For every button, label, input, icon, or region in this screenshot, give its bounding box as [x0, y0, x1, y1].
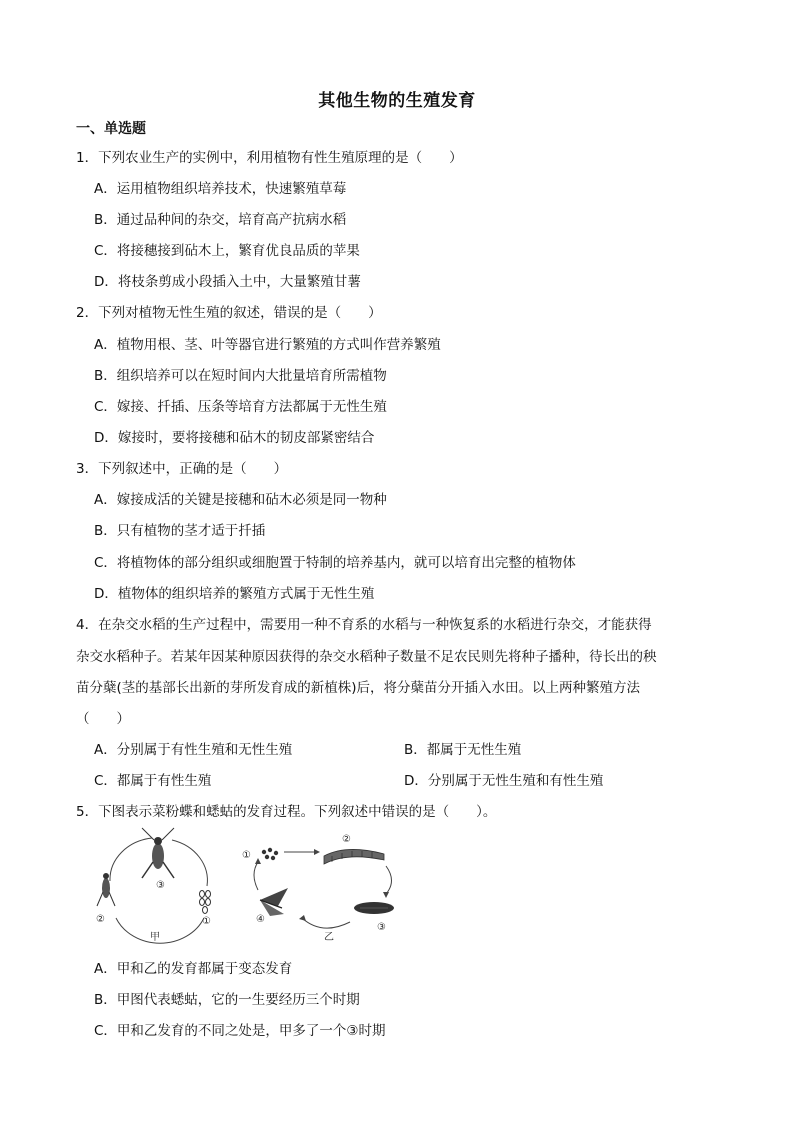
question-1-option-a: A．运用植物组织培养技术，快速繁殖草莓: [94, 181, 347, 197]
marker-1: ①: [202, 916, 211, 927]
marker-4b: ④: [256, 914, 265, 925]
cycle-yi: [242, 834, 394, 943]
question-4-stem-line-4: （ ）: [76, 711, 130, 727]
butterfly-eggs-icon: [262, 848, 278, 860]
question-1-option-d: D．将枝条剪成小段插入土中，大量繁殖甘薯: [94, 274, 361, 290]
marker-3b: ③: [377, 922, 386, 933]
question-4-option-d: D．分别属于无性生殖和有性生殖: [404, 773, 604, 789]
question-3-option-c: C．将植物体的部分组织或细胞置于特制的培养基内，就可以培育出完整的植物体: [94, 555, 576, 571]
question-4-stem-line-2: 杂交水稻种子。若某年因某种原因获得的杂交水稻种子数量不足农民则先将种子播种，待长出的秧: [76, 649, 657, 665]
question-5-option-b: B．甲图代表蟋蛄，它的一生要经历三个时期: [94, 992, 360, 1008]
cricket-nymph-icon: [97, 873, 115, 906]
butterfly-adult-icon: [260, 888, 288, 916]
question-2-option-d: D．嫁接时，要将接穗和砧木的韧皮部紧密结合: [94, 430, 375, 446]
question-5-stem: 5．下图表示菜粉蝶和蟋蛄的发育过程。下列叙述中错误的是（ ）。: [76, 804, 497, 820]
development-cycle-figure: [92, 826, 422, 946]
question-3-option-b: B．只有植物的茎才适于扦插: [94, 523, 266, 539]
cycle-jia: [96, 828, 211, 943]
question-4-option-b: B．都属于无性生殖: [404, 742, 522, 758]
label-jia: 甲: [150, 932, 160, 943]
marker-1b: ①: [242, 850, 251, 861]
question-3-option-a: A．嫁接成活的关键是接穗和砧木必须是同一物种: [94, 492, 387, 508]
section-heading: 一、单选题: [76, 121, 146, 137]
question-4-stem-line-1: 4．在杂交水稻的生产过程中，需要用一种不育系的水稻与一种恢复系的水稻进行杂交，才能获得: [76, 617, 652, 633]
question-3-option-d: D．植物体的组织培养的繁殖方式属于无性生殖: [94, 586, 375, 602]
question-3-stem: 3．下列叙述中，正确的是（ ）: [76, 461, 288, 477]
question-2-stem: 2．下列对植物无性生殖的叙述，错误的是（ ）: [76, 305, 382, 321]
cricket-adult-icon: [142, 828, 174, 878]
arrow-arc: [110, 838, 152, 881]
cricket-eggs-icon: [200, 891, 211, 914]
question-4-stem-line-3: 苗分蘖(茎的基部长出新的芽所发育成的新植株)后，将分蘖苗分开插入水田。以上两种繁殖方法: [76, 680, 641, 696]
question-4-option-c: C．都属于有性生殖: [94, 773, 212, 789]
arrow-arc: [172, 840, 207, 886]
label-yi: 乙: [324, 932, 334, 943]
question-4-option-a: A．分别属于有性生殖和无性生殖: [94, 742, 293, 758]
pupa-icon: [354, 902, 394, 914]
arrow-arc: [116, 918, 204, 943]
caterpillar-icon: [324, 849, 384, 864]
question-1-option-b: B．通过品种间的杂交，培育高产抗病水稻: [94, 212, 347, 228]
page-title: 其他生物的生殖发育: [318, 91, 476, 111]
marker-2: ②: [96, 914, 105, 925]
question-2-option-a: A．植物用根、茎、叶等器官进行繁殖的方式叫作营养繁殖: [94, 337, 441, 353]
question-1-option-c: C．将接穗接到砧木上，繁育优良品质的苹果: [94, 243, 360, 259]
marker-2b: ②: [342, 834, 351, 845]
question-2-option-b: B．组织培养可以在短时间内大批量培育所需植物: [94, 368, 387, 384]
question-2-option-c: C．嫁接、扦插、压条等培育方法都属于无性生殖: [94, 399, 387, 415]
question-1-stem: 1．下列农业生产的实例中，利用植物有性生殖原理的是（ ）: [76, 150, 463, 166]
question-5-option-c: C．甲和乙发育的不同之处是，甲多了一个③时期: [94, 1023, 386, 1039]
marker-3: ③: [156, 880, 165, 891]
question-5-option-a: A．甲和乙的发育都属于变态发育: [94, 961, 293, 977]
